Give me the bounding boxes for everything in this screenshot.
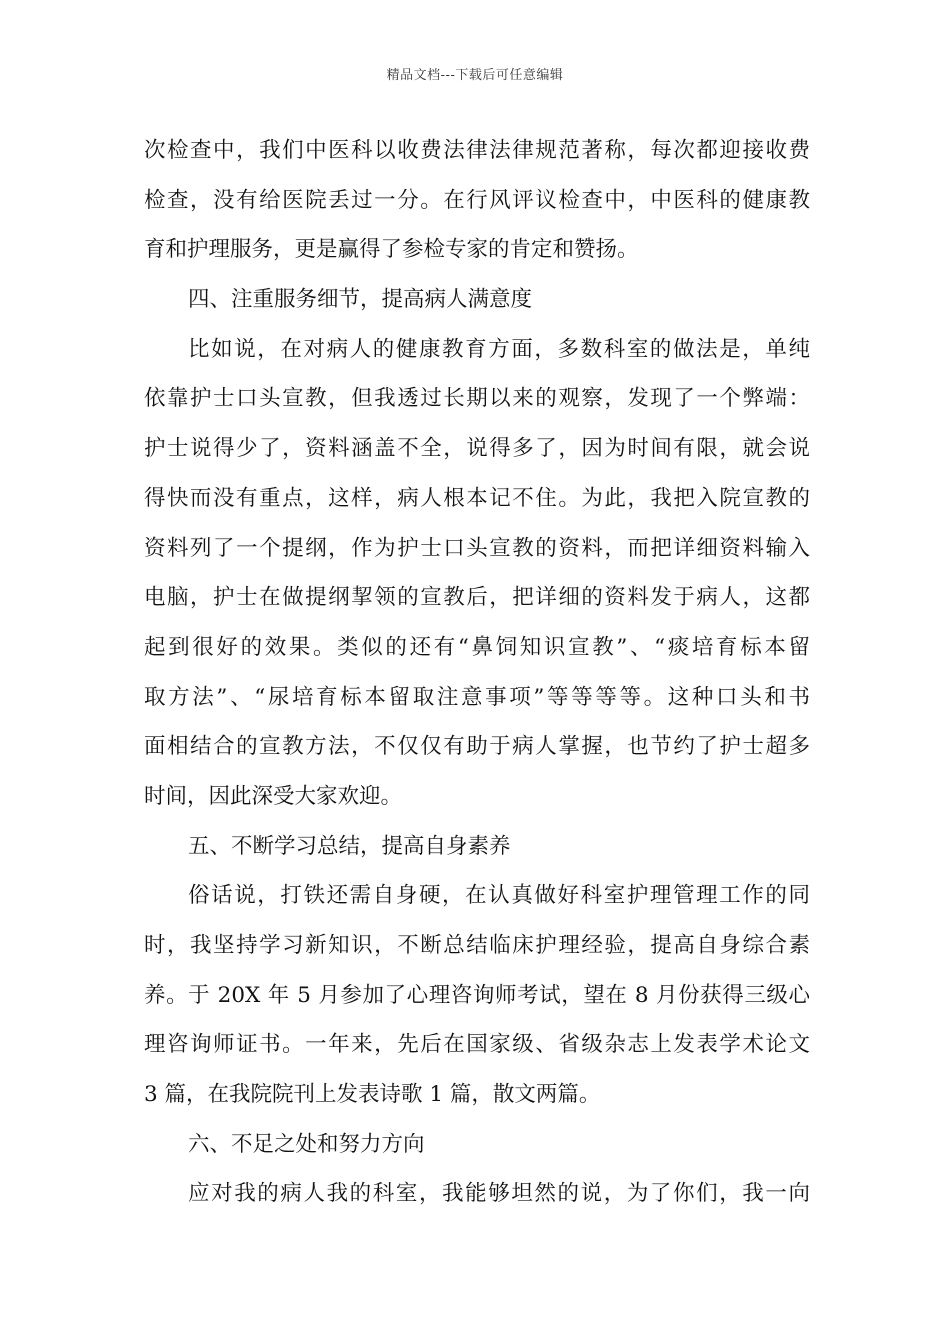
text-line: 理咨询师证书。一年来，先后在国家级、省级杂志上发表学术论文 (144, 1032, 810, 1058)
text-line: 育和护理服务，更是赢得了参检专家的肯定和赞扬。 (144, 237, 639, 263)
text-line: 养。于 20X 年 5 月参加了心理咨询师考试，望在 8 月份获得三级心 (144, 982, 810, 1008)
document-body (144, 126, 810, 1219)
text-line: 应对我的病人我的科室，我能够坦然的说，为了你们，我一向 (188, 1181, 810, 1207)
text-line: 次检查中，我们中医科以收费法律法律规范著称，每次都迎接收费 (144, 138, 810, 163)
text-line: 3 篇，在我院院刊上发表诗歌 1 篇，散文两篇。 (144, 1082, 601, 1108)
text-line: 六、不足之处和努力方向 (188, 1131, 425, 1157)
text-line: 起到很好的效果。类似的还有“鼻饲知识宣教”、“痰培育标本留 (144, 634, 810, 660)
text-line: 电脑，护士在做提纲挈领的宣教后，把详细的资料发于病人，这都 (144, 585, 810, 611)
text-line: 护士说得少了，资料涵盖不全，说得多了，因为时间有限，就会说 (144, 436, 810, 462)
text-line: 检查，没有给医院丢过一分。在行风评议检查中，中医科的健康教 (144, 187, 810, 213)
text-line: 取方法”、“尿培育标本留取注意事项”等等等等。这种口头和书 (144, 684, 810, 710)
text-line: 面相结合的宣教方法，不仅仅有助于病人掌握，也节约了护士超多 (144, 734, 810, 760)
text-line: 比如说，在对病人的健康教育方面，多数科室的做法是，单纯 (188, 336, 810, 362)
text-line: 四、注重服务细节，提高病人满意度 (188, 287, 533, 313)
page-header: 精品文档---下载后可任意编辑 (386, 68, 564, 83)
text-line: 五、不断学习总结，提高自身素养 (188, 833, 511, 859)
text-line: 资料列了一个提纲，作为护士口头宣教的资料，而把详细资料输入 (144, 535, 810, 561)
text-line: 得快而没有重点，这样，病人根本记不住。为此，我把入院宣教的 (144, 485, 810, 511)
text-line: 时，我坚持学习新知识，不断总结临床护理经验，提高自身综合素 (144, 933, 810, 958)
text-line: 依靠护士口头宣教，但我透过长期以来的观察，发现了一个弊端： (144, 386, 810, 412)
text-line: 俗话说，打铁还需自身硬，在认真做好科室护理管理工作的同 (188, 883, 810, 909)
text-line: 时间，因此深受大家欢迎。 (144, 783, 403, 809)
